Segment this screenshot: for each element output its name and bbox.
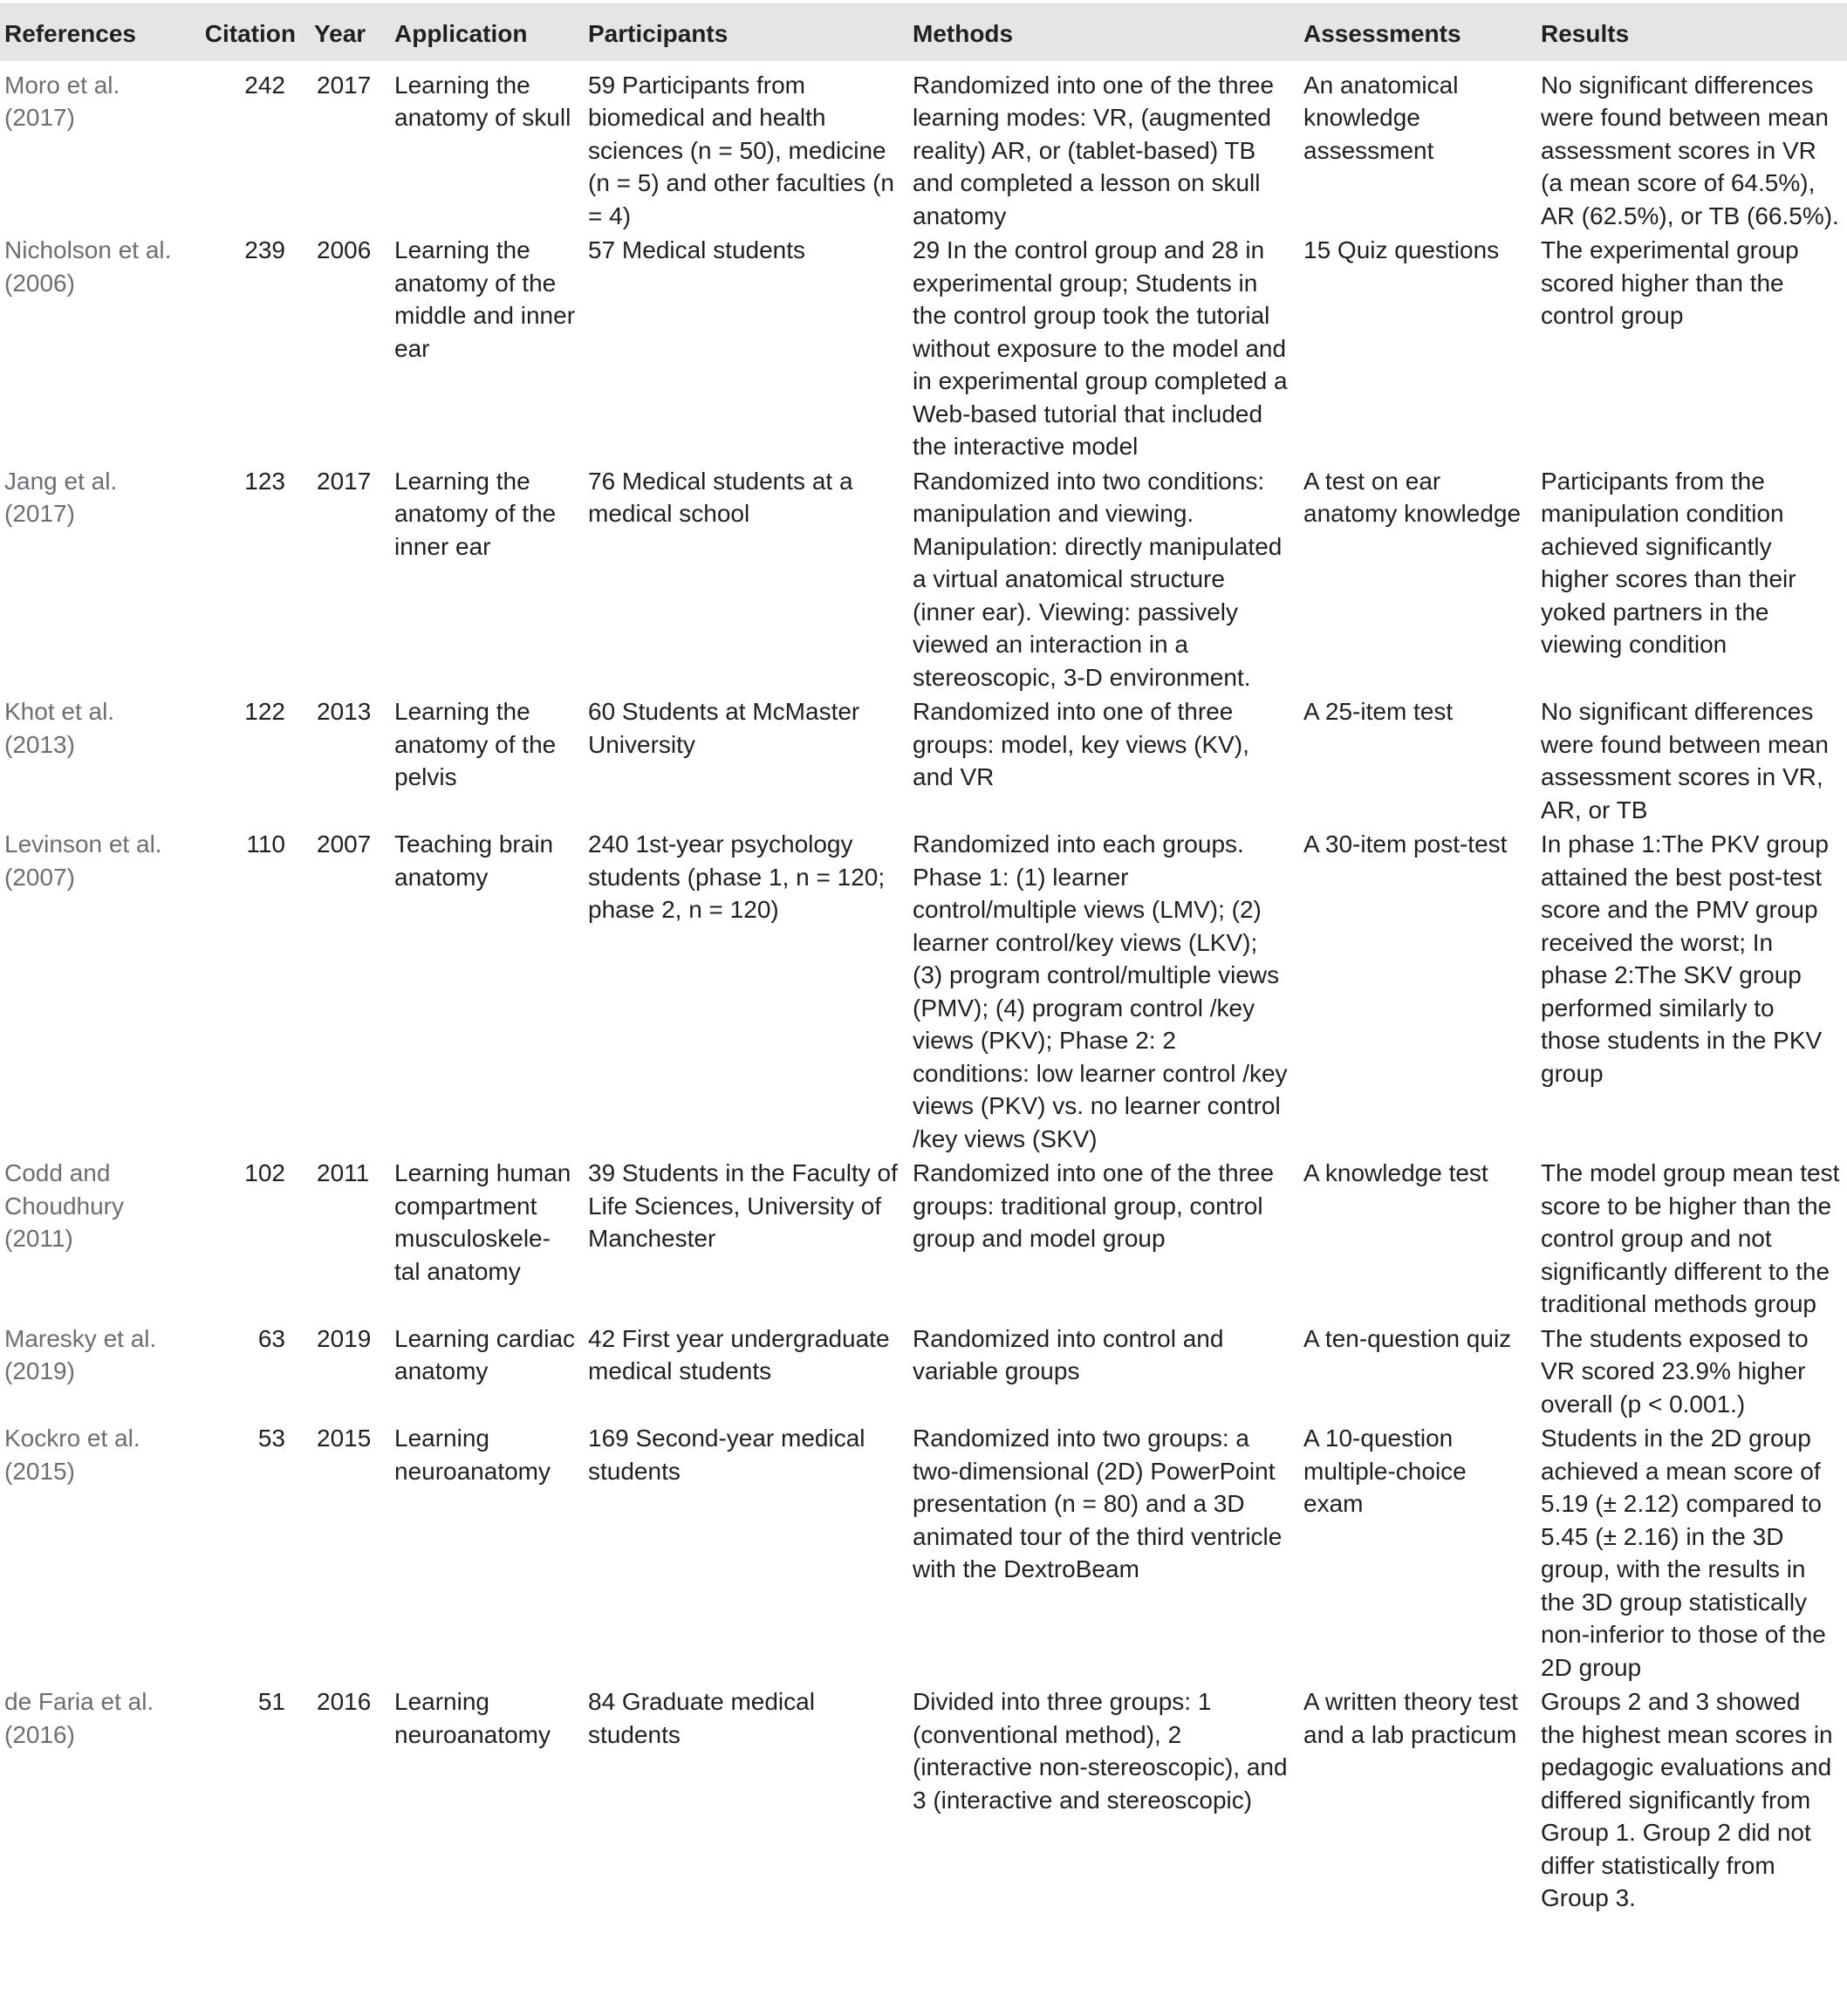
results-cell: In phase 1:The PKV group attained the best post-test score and the PMV group received the worst; In phase 2:The SKV group performed similarly to those students in the PKV group [1541,830,1829,1087]
methods-cell: Randomized into one of the three groups: traditional group, control group and model group [913,1159,1275,1252]
table-row [0,463,1847,694]
results-cell: The model group mean test score to be higher than the control group and not significantly different to the traditional methods group [1541,1159,1840,1317]
results-cell: The experimental group scored higher than the control group [1541,236,1799,329]
results-cell: No significant differences were found between mean assessment scores in VR, AR, or TB [1541,698,1829,823]
year-cell: 2011 [317,1159,370,1186]
results-cell: Students in the 2D group achieved a mean score of 5.19 (± 2.12) compared to 5.45 (± 2.16) in the 3D group, with the results in the 3D group statistically non-inferior to those of the 2D group [1541,1425,1826,1681]
table-row [0,694,1847,826]
participants-cell: 39 Students in the Faculty of Life Sciences, University of Manchester [588,1159,898,1252]
citation-cell: 123 [244,467,285,495]
results-cell: The students exposed to VR scored 23.9% higher overall (p < 0.001.) [1541,1324,1809,1418]
citation-cell: 63 [257,1324,285,1352]
assessments-cell: A knowledge test [1303,1159,1488,1186]
assessments-cell: A ten-question quiz [1303,1324,1512,1352]
results-cell: Groups 2 and 3 showed the highest mean scores in pedagogic evaluations and differed significantly from Group 1. Group 2 did not differ statistically from Group 3. [1541,1688,1833,1911]
application-cell: Learning neuroanatomy [394,1688,551,1748]
reference-cell: Levinson et al. (2007) [4,830,162,891]
application-cell: Learning the anatomy of skull [394,71,571,131]
application-cell: Learning neuroanatomy [394,1425,551,1485]
application-cell: Learning the anatomy of the pelvis [394,698,557,790]
reference-cell: Jang et al. (2017) [4,467,118,527]
assessments-cell: 15 Quiz questions [1303,236,1500,263]
methods-cell: Randomized into two groups: a two-dimensional (2D) PowerPoint presentation (n = 80) and a 3D animated tour of the third ventricle with the DextroBeam [913,1425,1283,1582]
col-participants: Participants [584,4,908,61]
participants-cell: 59 Participants from biomedical and health sciences (n = 50), medicine (n = 5) and other faculties (n = 4) [588,71,894,229]
reference-cell: de Faria et al. (2016) [4,1688,154,1748]
year-cell: 2016 [317,1688,372,1715]
assessments-cell: An anatomical knowledge assessment [1303,71,1459,164]
citation-cell: 239 [244,236,285,263]
col-methods: Methods [908,4,1299,61]
application-cell: Learning cardiac anatomy [394,1324,576,1384]
year-cell: 2007 [317,830,372,858]
methods-cell: Randomized into control and variable groups [913,1324,1224,1384]
assessments-cell: A 10-question multiple-choice exam [1303,1425,1467,1517]
application-cell: Learning human compartment musculoskele- tal anatomy [394,1159,571,1285]
methods-cell: Randomized into each groups. Phase 1: (1) learner control/multiple views (LMV); (2) learner control/key views (LKV); (3) program control/multiple views (PMV); (4) program control /key views (PKV); Phase 2: 2 conditions: low learner control /key views (PKV) vs. no learner control /key views (SKV) [913,830,1288,1152]
methods-cell: Randomized into one of the three learning modes: VR, (augmented reality) AR, or (tablet-based) TB and completed a lesson on skull anatomy [913,71,1275,229]
table-row [0,826,1847,1155]
reference-cell: Nicholson et al. (2006) [4,236,172,297]
participants-cell: 240 1st-year psychology students (phase 1, n = 120; phase 2, n = 120) [588,830,886,923]
table-row [0,232,1847,463]
year-cell: 2006 [317,236,372,263]
methods-cell: Randomized into two conditions: manipulation and viewing. Manipulation: directly manipulated a virtual anatomical structure (inner ear). Viewing: passively viewed an interaction in a stereoscopic, 3-D environment. [913,467,1283,691]
year-cell: 2015 [317,1425,372,1452]
participants-cell: 84 Graduate medical students [588,1688,815,1748]
assessments-cell: A 30-item post-test [1303,830,1508,858]
year-cell: 2017 [317,71,372,99]
table-row [0,61,1847,233]
application-cell: Teaching brain anatomy [394,830,554,891]
table-row [0,1155,1847,1321]
reference-cell: Kockro et al. (2015) [4,1425,140,1485]
assessments-cell: A test on ear anatomy knowledge [1303,467,1522,527]
methods-cell: Divided into three groups: 1 (conventional method), 2 (interactive non-stereoscopic), and 3 (interactive and stereoscopic) [913,1688,1288,1814]
results-cell: Participants from the manipulation condition achieved significantly higher scores than their yoked partners in the viewing condition [1541,467,1796,658]
assessments-cell: A 25-item test [1303,698,1454,725]
citation-cell: 53 [257,1425,285,1452]
col-year: Year [310,4,390,61]
col-citation: Citation [194,4,310,61]
year-cell: 2019 [317,1324,372,1352]
year-cell: 2013 [317,698,372,725]
citation-cell: 110 [246,830,285,858]
participants-cell: 42 First year undergraduate medical students [588,1324,890,1384]
methods-cell: Randomized into one of three groups: model, key views (KV), and VR [913,698,1249,790]
header-row [0,4,1847,61]
participants-cell: 169 Second-year medical students [588,1425,865,1485]
citation-cell: 122 [244,698,285,725]
citation-cell: 51 [257,1688,285,1715]
participants-cell: 60 Students at McMaster University [588,698,860,758]
participants-cell: 76 Medical students at a medical school [588,467,853,527]
application-cell: Learning the anatomy of the inner ear [394,467,557,560]
col-assessments: Assessments [1299,4,1536,61]
references-table [0,3,1847,1915]
citation-cell: 242 [244,71,285,99]
col-results: Results [1536,4,1847,61]
year-cell: 2017 [317,467,372,495]
application-cell: Learning the anatomy of the middle and inner ear [394,236,576,362]
participants-cell: 57 Medical students [588,236,806,263]
table-row [0,1684,1847,1915]
results-cell: No significant differences were found between mean assessment scores in VR (a mean score of 64.5%), AR (62.5%), or TB (66.5%). [1541,71,1839,229]
methods-cell: 29 In the control group and 28 in experimental group; Students in the control group took the tutorial without exposure to the model and in experimental group completed a Web-based tutorial that included the interactive model [913,236,1288,460]
reference-cell: Maresky et al. (2019) [4,1324,157,1384]
col-application: Application [390,4,584,61]
col-references: References [0,4,194,61]
table-row [0,1321,1847,1421]
assessments-cell: A written theory test and a lab practicum [1303,1688,1518,1748]
table-row [0,1420,1847,1684]
reference-cell: Khot et al. (2013) [4,698,115,758]
reference-cell: Codd and Choudhury (2011) [4,1159,124,1252]
citation-cell: 102 [244,1159,285,1186]
reference-cell: Moro et al. (2017) [4,71,120,131]
